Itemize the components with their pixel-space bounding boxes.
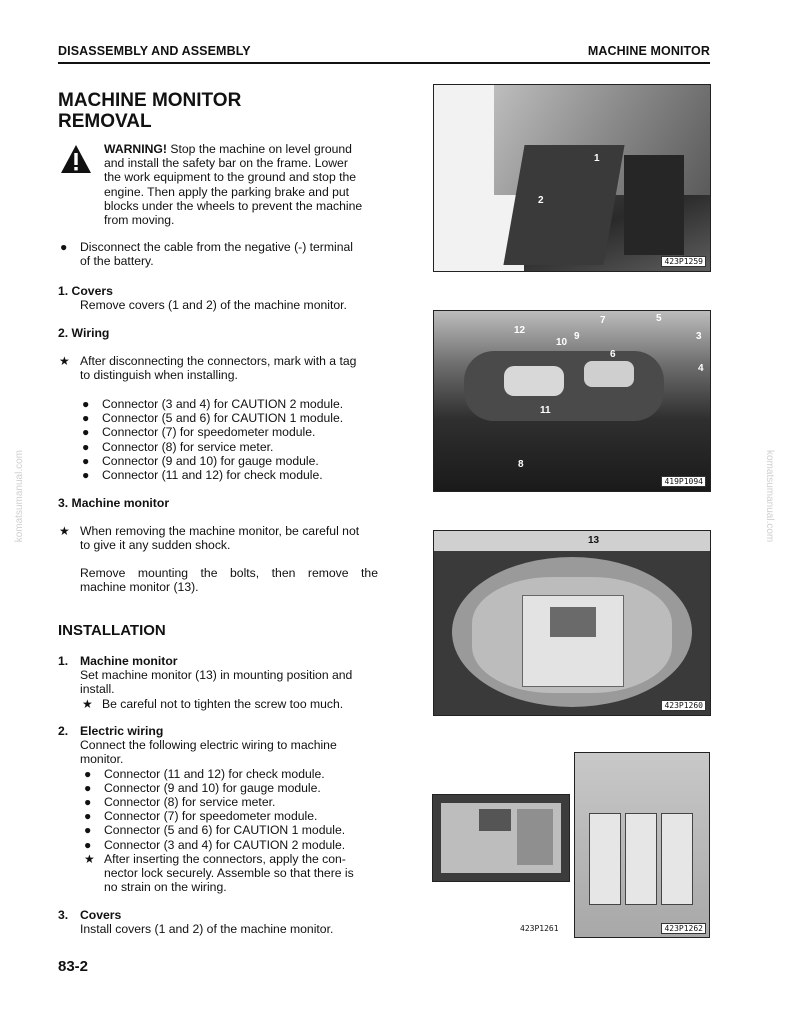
list-item: ● Connector (5 and 6) for CAUTION 1 module. bbox=[84, 823, 346, 838]
monitor-heading: 3. Machine monitor bbox=[58, 496, 170, 510]
list-item: ★ After inserting the connectors, apply the con- bbox=[84, 851, 346, 866]
warning-label: WARNING! bbox=[104, 142, 167, 156]
header-right: MACHINE MONITOR bbox=[587, 44, 710, 58]
install-step-1: 1. Machine monitor Set machine monitor (13) in mounting position and install. ★ Be careful not to tighten the screw too much. bbox=[58, 654, 378, 711]
title-line-1: MACHINE MONITOR bbox=[58, 90, 242, 111]
callout-8: 8 bbox=[518, 459, 524, 470]
page-title bbox=[58, 90, 241, 132]
list-item: ● Connector (8) for service meter. bbox=[84, 795, 276, 810]
disconnect-battery-item: ● Disconnect the cable from the negative (-) terminal of the battery. bbox=[60, 240, 353, 269]
warning-text: WARNING! Stop the machine on level ground and install the safety bar on the frame. Lower the work equipment to the ground and stop the engine. Then apply the parking brake and put blocks under the wheels to prevent the machine from moving. bbox=[104, 142, 363, 228]
callout-9: 9 bbox=[574, 331, 580, 342]
photo-tag: 423P1259 bbox=[661, 256, 706, 267]
bullet-icon: ● bbox=[84, 809, 92, 824]
list-item: ● Connector (9 and 10) for gauge module. bbox=[82, 453, 319, 468]
callout-13: 13 bbox=[588, 535, 600, 546]
callout-12: 12 bbox=[514, 325, 526, 336]
install-step-3: 3. Covers Install covers (1 and 2) of the machine monitor. bbox=[58, 908, 378, 936]
list-item: ● Connector (9 and 10) for gauge module. bbox=[84, 780, 321, 795]
callout-2: 2 bbox=[538, 195, 544, 206]
warning-triangle-icon bbox=[60, 144, 92, 179]
bullet-icon: ● bbox=[84, 795, 92, 810]
list-item: ● Connector (11 and 12) for check module. bbox=[84, 766, 325, 781]
title-line-2: REMOVAL bbox=[58, 111, 152, 132]
list-item: ● Connector (3 and 4) for CAUTION 2 module. bbox=[84, 837, 346, 852]
callout-4: 4 bbox=[698, 363, 704, 374]
star-icon: ★ bbox=[82, 696, 93, 711]
bullet-icon: ● bbox=[84, 780, 92, 795]
callout-5: 5 bbox=[656, 313, 662, 324]
star-icon: ★ bbox=[59, 354, 70, 368]
monitor-text: Remove mounting the bolts, then remove the machine monitor (13). bbox=[80, 566, 378, 595]
header-rule bbox=[58, 62, 710, 64]
bullet-icon: ● bbox=[82, 411, 90, 426]
wiring-note: ★ After disconnecting the connectors, mark with a tag to distinguish when installing. bbox=[59, 354, 357, 383]
photo-monitor-front bbox=[432, 794, 570, 882]
list-item: ● Connector (11 and 12) for check module. bbox=[82, 468, 323, 483]
list-item: ● Connector (3 and 4) for CAUTION 2 module. bbox=[82, 397, 344, 411]
photo-machine-monitor bbox=[433, 530, 711, 716]
star-icon: ★ bbox=[59, 524, 70, 538]
callout-3: 3 bbox=[696, 331, 702, 342]
star-icon: ★ bbox=[84, 851, 95, 866]
bullet-icon: ● bbox=[84, 837, 92, 852]
covers-text: Remove covers (1 and 2) of the machine monitor. bbox=[80, 298, 347, 313]
install-step-1-heading: Machine monitor bbox=[80, 654, 178, 668]
photo-tag: 423P1260 bbox=[661, 700, 706, 711]
monitor-note: ★ When removing the machine monitor, be careful not to give it any sudden shock. bbox=[59, 524, 360, 553]
list-item: no strain on the wiring. bbox=[104, 880, 227, 895]
photo-wiring-connectors bbox=[433, 310, 711, 492]
photo-tag: 419P1094 bbox=[661, 476, 706, 487]
watermark-right: komatsumanual.com bbox=[764, 450, 775, 543]
bullet-icon: ● bbox=[82, 453, 90, 468]
callout-6: 6 bbox=[610, 349, 616, 360]
install-step-2-heading: Electric wiring bbox=[80, 724, 164, 738]
install-step-3-heading: Covers bbox=[80, 908, 122, 922]
photo-tag: 423P1261 bbox=[520, 924, 559, 933]
photo-monitor-covers bbox=[433, 84, 711, 272]
wiring-heading: 2. Wiring bbox=[58, 326, 110, 340]
removal-covers-section bbox=[58, 284, 378, 312]
bullet-icon: ● bbox=[82, 439, 90, 454]
callout-11: 11 bbox=[540, 405, 551, 416]
bullet-icon: ● bbox=[60, 240, 68, 254]
callout-7: 7 bbox=[600, 315, 606, 326]
install-connector-list bbox=[80, 767, 378, 895]
callout-10: 10 bbox=[556, 337, 568, 348]
callout-1: 1 bbox=[594, 153, 600, 164]
photo-installation-pair bbox=[430, 744, 710, 938]
photo-tag: 423P1262 bbox=[661, 923, 706, 934]
bullet-icon: ● bbox=[84, 823, 92, 838]
covers-heading: 1. Covers bbox=[58, 284, 113, 298]
bullet-icon: ● bbox=[82, 425, 90, 440]
installation-title: INSTALLATION bbox=[58, 622, 166, 639]
list-item: ● Connector (7) for speedometer module. bbox=[82, 425, 316, 440]
list-item: ● Connector (5 and 6) for CAUTION 1 module. bbox=[82, 411, 344, 426]
page-number: 83-2 bbox=[58, 958, 89, 975]
bullet-icon: ● bbox=[84, 766, 92, 781]
bullet-icon: ● bbox=[82, 468, 90, 483]
photo-monitor-back bbox=[574, 752, 710, 938]
install-step-2: 2. Electric wiring Connect the following electric wiring to machine monitor. ● Connector (11 and 12) for check module. ● Connector (9 and 10) for gauge module. ● Connector (8) for service meter. ● Connector (7) for speedometer module. ● Connector (5 and 6) for CAUTION 1 module. ● Connector (3 and 4) for CAUTION 2 module. ★ After inserting the connectors, apply the con- nector lock securely. Assemble so that there is no strain on the wiring. bbox=[58, 724, 378, 894]
list-item: ● Connector (8) for service meter. bbox=[82, 439, 274, 454]
list-item: ● Connector (7) for speedometer module. bbox=[84, 809, 318, 824]
list-item: nector lock securely. Assemble so that there is bbox=[104, 866, 354, 881]
bullet-icon: ● bbox=[82, 397, 90, 411]
header-left: DISASSEMBLY AND ASSEMBLY bbox=[58, 44, 251, 58]
watermark-left: komatsumanual.com bbox=[14, 450, 25, 543]
wiring-connector-list bbox=[78, 397, 378, 482]
